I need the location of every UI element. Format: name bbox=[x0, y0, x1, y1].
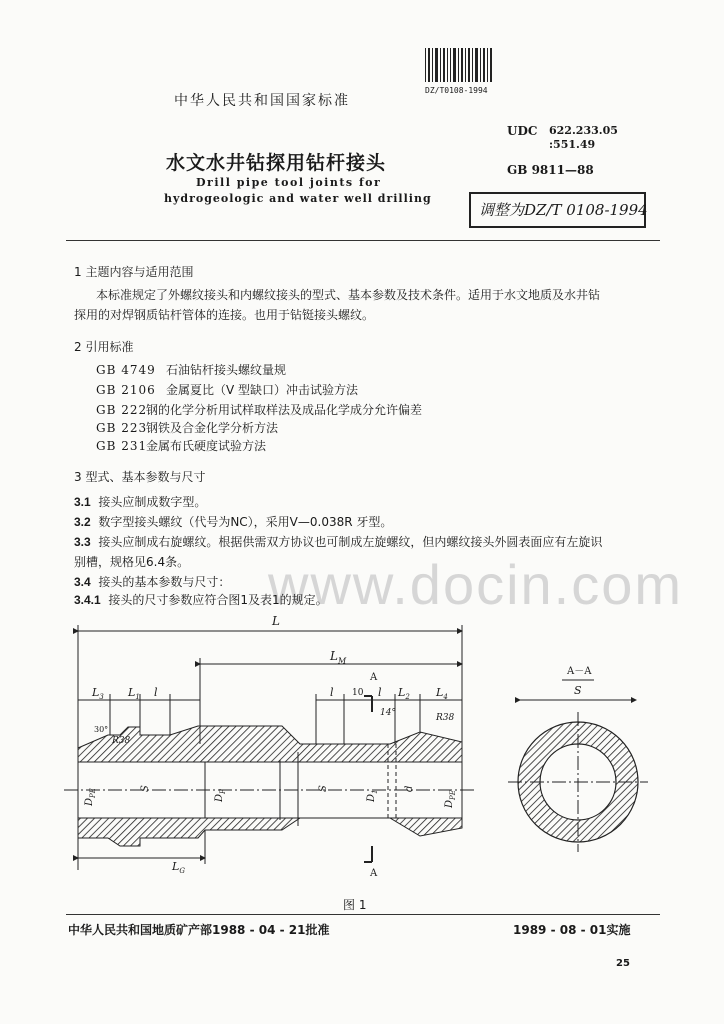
title-en-line2: hydrogeologic and water well drilling bbox=[164, 192, 432, 205]
clause-3-3-cont: 别槽，规格见6.4条。 bbox=[74, 555, 190, 569]
standard-body: 中华人民共和国国家标准 bbox=[174, 93, 350, 109]
title-en-line1: Drill pipe tool joints for bbox=[196, 176, 382, 189]
ref-item: GB 231金属布氏硬度试验方法 bbox=[96, 439, 267, 453]
ref-item: GB 2106 金属夏比（V 型缺口）冲击试验方法 bbox=[96, 383, 359, 397]
section-3-title: 3 型式、基本参数与尺寸 bbox=[74, 470, 206, 484]
label-section-S: S bbox=[574, 684, 582, 697]
label-L: L bbox=[272, 614, 280, 628]
label-ten: 10 bbox=[352, 688, 364, 698]
page-number: 25 bbox=[616, 958, 630, 969]
clause-3-4: 3.4 接头的基本参数与尺寸： bbox=[74, 575, 231, 589]
figure-caption: 图 1 bbox=[343, 898, 367, 912]
title-cn: 水文水井钻探用钻杆接头 bbox=[166, 152, 387, 174]
effective-date: 1989 - 08 - 01实施 bbox=[513, 923, 631, 937]
udc-value1: 622.233.05 bbox=[549, 124, 618, 137]
label-angle: 30° bbox=[94, 725, 109, 734]
clause-3-2: 3.2 数字型接头螺纹（代号为NC），采用V—0.038R 牙型。 bbox=[74, 515, 393, 529]
label-l-left: l bbox=[154, 686, 158, 699]
clause-3-4-1: 3.4.1 接头的尺寸参数应符合图1及表1的规定。 bbox=[74, 593, 328, 607]
label-section-title: A－A bbox=[567, 666, 592, 677]
label-DPE-right: $D_{PE}$ bbox=[444, 790, 457, 808]
watermark: www.docin.com bbox=[268, 553, 684, 616]
section-1-para-line2: 探用的对焊钢质钻杆管体的连接。也用于钻铤接头螺纹。 bbox=[74, 308, 375, 322]
label-A-bottom: A bbox=[370, 868, 378, 879]
label-L2: $L_2$ bbox=[398, 686, 410, 702]
section-1-para-line1: 本标准规定了外螺纹接头和内螺纹接头的型式、基本参数及技术条件。适用于水文地质及水井钻 bbox=[96, 288, 601, 302]
label-d: d bbox=[404, 785, 415, 792]
clause-3-1: 3.1 接头应制成数字型。 bbox=[74, 495, 207, 509]
label-L3: $L_3$ bbox=[92, 686, 104, 702]
section-a-a-view bbox=[508, 680, 648, 852]
label-R38-left: R38 bbox=[112, 736, 131, 746]
clause-3-3: 3.3 接头应制成右旋螺纹。根据供需双方协议也可制成左旋螺纹，但内螺纹接头外圆表面应有左旋识 bbox=[74, 535, 603, 549]
gb-code: GB 9811—88 bbox=[507, 163, 594, 177]
label-rot: 14° bbox=[380, 708, 396, 718]
label-DF: $D_F$ bbox=[214, 789, 227, 802]
label-A-top: A bbox=[370, 672, 378, 683]
label-L1: $L_1$ bbox=[128, 686, 140, 702]
approval-text: 中华人民共和国地质矿产部1988 - 04 - 21批准 bbox=[68, 923, 330, 937]
label-l-right: l bbox=[330, 686, 334, 699]
label-LM: $L_M$ bbox=[330, 649, 347, 666]
stamp-text: 调整为DZ/T 0108-1994 bbox=[479, 201, 648, 219]
udc-value2: :551.49 bbox=[549, 138, 596, 151]
label-DPE-left: $D_{PE}$ bbox=[84, 788, 97, 806]
barcode-caption: DZ/T0108-1994 bbox=[425, 86, 488, 95]
label-R38-right: R38 bbox=[436, 713, 455, 723]
footer-rule bbox=[66, 914, 660, 915]
label-l-third: l bbox=[378, 686, 382, 699]
ref-item: GB 223钢铁及合金化学分析方法 bbox=[96, 421, 279, 435]
ref-item: GB 4749 石油钻杆接头螺纹量规 bbox=[96, 363, 287, 377]
udc-label: UDC bbox=[507, 124, 538, 138]
label-D1: $D_1$ bbox=[366, 789, 379, 802]
label-LG: $L_G$ bbox=[172, 860, 185, 876]
label-S-left: S bbox=[140, 785, 151, 792]
ref-item: GB 222钢的化学分析用试样取样法及成品化学成分允许偏差 bbox=[96, 403, 423, 417]
label-L4: $L_4$ bbox=[436, 686, 448, 702]
label-S-right: S bbox=[318, 785, 329, 792]
section-1-title: 1 主题内容与适用范围 bbox=[74, 265, 194, 279]
section-2-title: 2 引用标准 bbox=[74, 340, 134, 354]
